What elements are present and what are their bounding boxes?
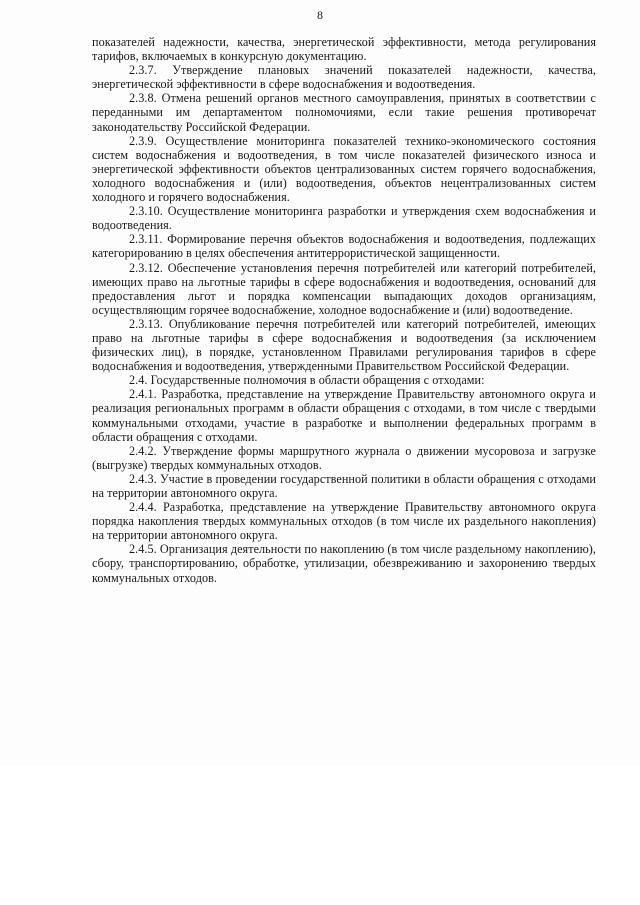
paragraph-2-3-12: 2.3.12. Обеспечение установления перечня потребителей или категорий потребителей, имеющих право на льготные тарифы в сфере водоснабжения и водоотведения, оснований для предоставления льгот и порядка компенсации выпадающих доходов организациям, осуществляющим горячее водоснабжение, холодное водоснабжение и (или) водоотведение. (92, 260, 596, 317)
blank-area (0, 766, 640, 905)
paragraph-2-4: 2.4. Государственные полномочия в области обращения с отходами: (129, 373, 485, 388)
paragraph-2-4-5: 2.4.5. Организация деятельности по накоплению (в том числе раздельному накоплению), сбору, транспортированию, обработке, утилизации, обезвреживанию и захоронению твердых коммунальных отходов. (92, 542, 596, 585)
paragraph-2-3-9: 2.3.9. Осуществление мониторинга показателей технико-экономического состояния систем водоснабжения и водоотведения, в том числе показателей физического износа и энергетической эффективности объектов централизованных систем горячего водоснабжения, холодного водоснабжения и (или) водоотведения, объектов нецентрализованных систем холодного и горячего водоснабжения. (92, 133, 596, 205)
page-number: 8 (317, 8, 323, 22)
paragraph-2-3-13: 2.3.13. Опубликование перечня потребителей или категорий потребителей, имеющих право на льготные тарифы в сфере водоснабжения и водоотведения (за исключением физических лиц), в порядке, установленном Правилами регулирования тарифов в сфере водоснабжения и водоотведения, утвержденными Правительством Российской Федерации. (92, 316, 596, 374)
paragraph-2-4-2: 2.4.2. Утверждение формы маршрутного журнала о движении мусоровоза и загрузке (выгрузке) твердых коммунальных отходов. (92, 443, 596, 472)
paragraph-continuation: показателей надежности, качества, энергетической эффективности, метода регулирования тарифов, включаемых в конкурсную документацию. (92, 35, 596, 64)
paragraph-2-3-11: 2.3.11. Формирование перечня объектов водоснабжения и водоотведения, подлежащих категорированию в целях обеспечения антитеррористической защищенности. (92, 232, 596, 261)
paragraph-2-3-10: 2.3.10. Осуществление мониторинга разработки и утверждения схем водоснабжения и водоотведения. (92, 204, 596, 233)
paragraph-2-3-7: 2.3.7. Утверждение плановых значений показателей надежности, качества, энергетической эффективности в сфере водоснабжения и водоотведения. (92, 63, 596, 92)
document-body (92, 35, 596, 585)
paragraph-2-4-3: 2.4.3. Участие в проведении государственной политики в области обращения с отходами на территории автономного округа. (92, 471, 596, 500)
paragraph-2-4-1: 2.4.1. Разработка, представление на утверждение Правительству автономного округа и реализация региональных программ в области обращения с отходами, в том числе с твердыми коммунальными отходами, участие в разработке и выполнении федеральных программ в области обращения с отходами. (92, 387, 596, 444)
paragraph-2-4-4: 2.4.4. Разработка, представление на утверждение Правительству автономного округа порядка накопления твердых коммунальных отходов (в том числе их раздельного накопления) на территории автономного округа. (92, 500, 596, 543)
paragraph-2-3-8: 2.3.8. Отмена решений органов местного самоуправления, принятых в соответствии с переданными им департаментом полномочиями, если такие решения противоречат законодательству Российской Федерации. (92, 91, 596, 134)
